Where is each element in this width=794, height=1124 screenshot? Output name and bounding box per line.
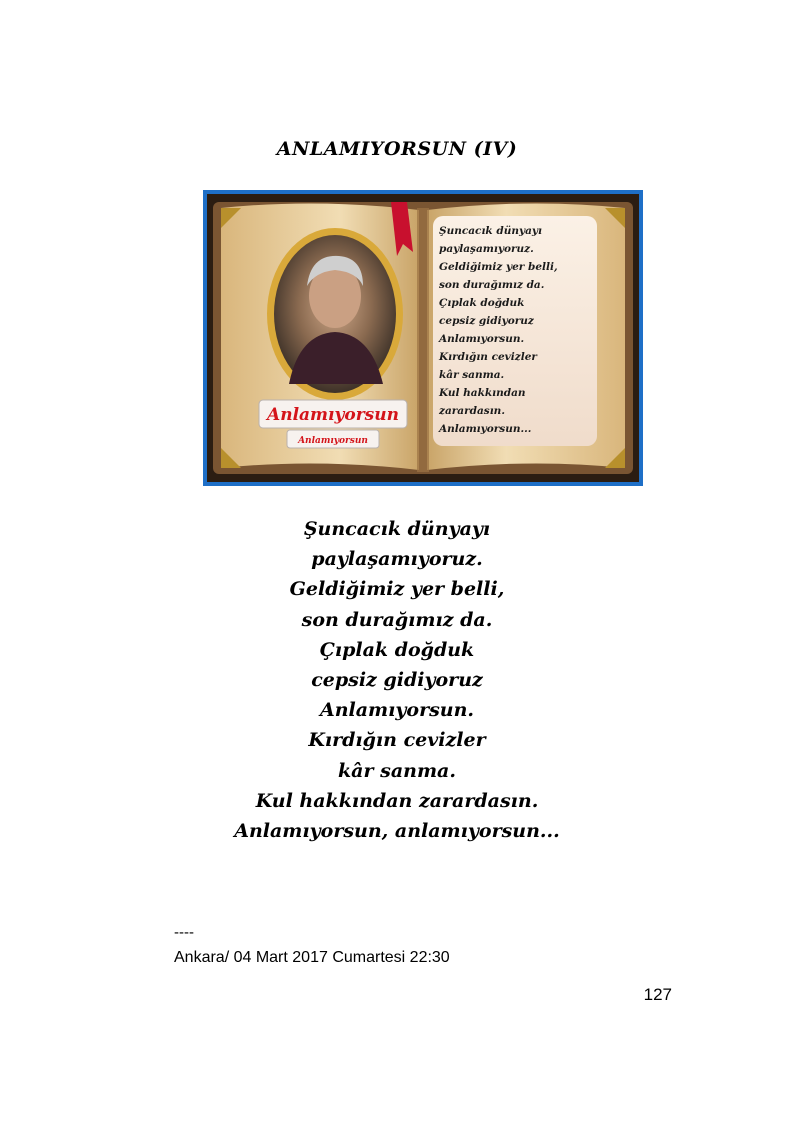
page-line: cepsiz gidiyoruz bbox=[439, 315, 534, 327]
page-line: paylaşamıyoruz. bbox=[439, 243, 534, 255]
poem-line: Kırdığın cevizler bbox=[308, 729, 486, 752]
poem-line: Şuncacık dünyayı bbox=[303, 518, 491, 540]
poem-line: Anlamıyorsun. bbox=[319, 699, 475, 722]
book-illustration bbox=[203, 190, 643, 486]
poem-line: cepsiz gidiyoruz bbox=[311, 669, 483, 692]
page-line: Çıplak doğduk bbox=[439, 297, 525, 309]
poem-line: Kul hakkından zarardasın. bbox=[255, 789, 539, 812]
poem-line: Anlamıyorsun, anlamıyorsun... bbox=[234, 820, 560, 843]
poem-line: Çıplak doğduk bbox=[319, 638, 475, 661]
page-line: Kul hakkından bbox=[439, 387, 526, 399]
banner-main-text: Anlamıyorsun bbox=[267, 405, 399, 425]
page-line: Kırdığın cevizler bbox=[439, 351, 537, 363]
page-line: son durağımız da. bbox=[439, 279, 545, 291]
page-line: Geldiğimiz yer belli, bbox=[439, 261, 558, 273]
page-line: Anlamıyorsun. bbox=[439, 333, 525, 345]
poem-body bbox=[0, 514, 794, 846]
poem-line: kâr sanma. bbox=[338, 759, 456, 782]
banner-sub-text: Anlamıyorsun bbox=[298, 436, 368, 446]
page-line: zarardasın. bbox=[439, 405, 505, 417]
poem-line: son durağımız da. bbox=[301, 608, 493, 631]
poem-line: paylaşamıyoruz. bbox=[311, 548, 483, 571]
poem-line: Geldiğimiz yer belli, bbox=[289, 578, 505, 601]
book-image bbox=[207, 194, 639, 482]
page-line: Şuncacık dünyayı bbox=[439, 225, 542, 237]
page-line: kâr sanma. bbox=[439, 369, 505, 381]
page-line: Anlamıyorsun... bbox=[439, 423, 532, 435]
footer-date-line: Ankara/ 04 Mart 2017 Cumartesi 22:30 bbox=[174, 949, 450, 966]
footer-separator: ---- bbox=[174, 924, 194, 941]
poem-title: ANLAMIYORSUN (IV) bbox=[276, 138, 518, 160]
page-number: 127 bbox=[643, 985, 672, 1004]
